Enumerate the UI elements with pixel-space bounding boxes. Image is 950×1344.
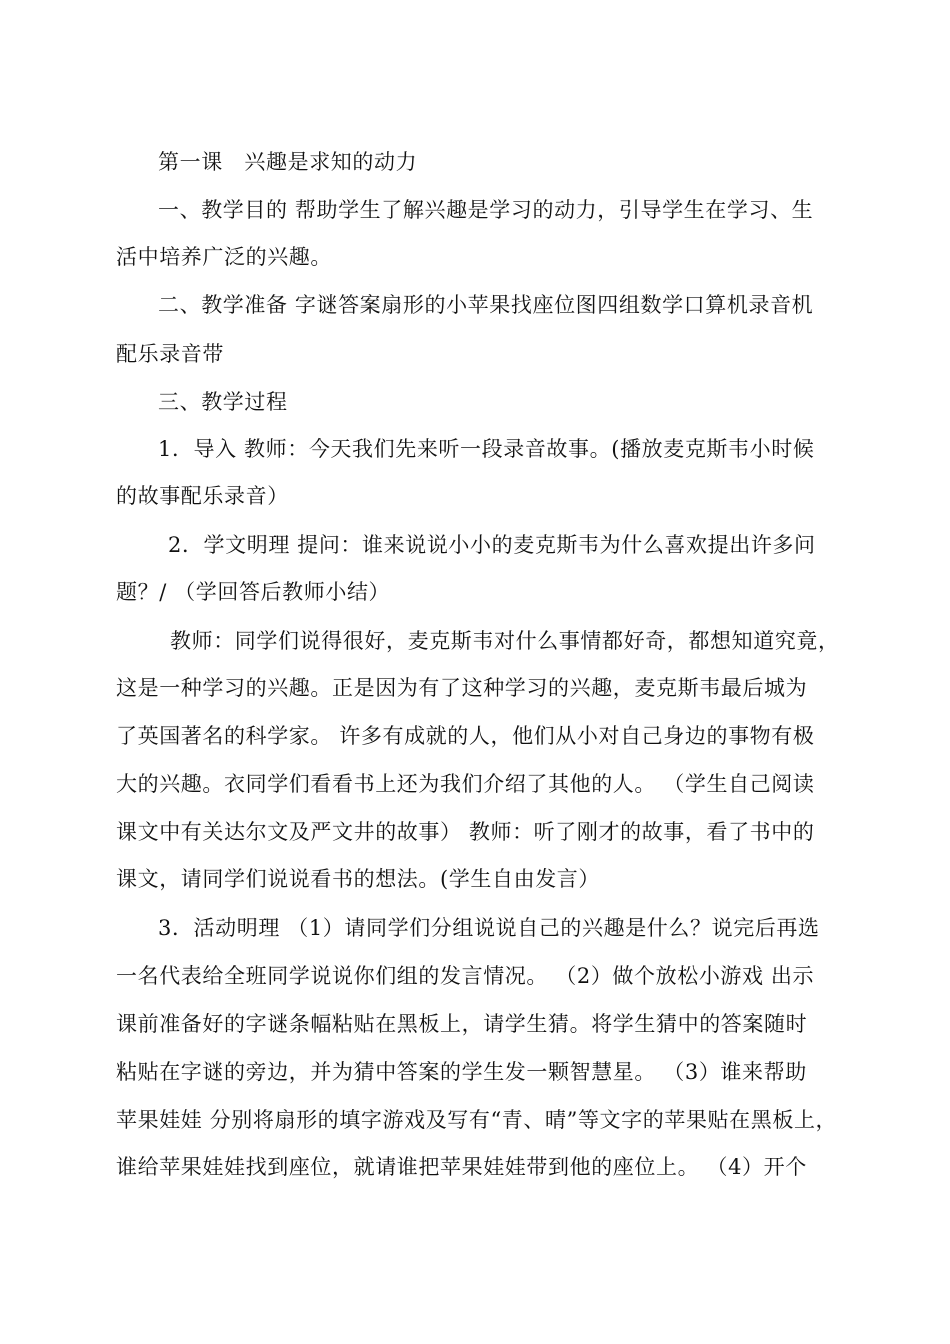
paragraph-line: 的故事配乐录音） — [116, 484, 289, 508]
paragraph-line: 这是一种学习的兴趣。正是因为有了这种学习的兴趣，麦克斯韦最后城为 — [116, 676, 808, 700]
section-heading: 三、教学过程 — [158, 390, 288, 414]
paragraph-line: 谁给苹果娃娃找到座位，就请谁把苹果娃娃带到他的座位上。 （4）开个 — [116, 1155, 807, 1179]
lesson-title: 第一课 兴趣是求知的动力 — [158, 150, 418, 174]
paragraph-line: 二、教学准备 字谜答案扇形的小苹果找座位图四组数学口算机录音机 — [158, 293, 814, 317]
paragraph-line: 了英国著名的科学家。 许多有成就的人，他们从小对自己身边的事物有极 — [116, 724, 815, 748]
paragraph-line: 大的兴趣。衣同学们看看书上还为我们介绍了其他的人。 （学生自己阅读 — [116, 772, 815, 796]
paragraph-line: 课文，请同学们说说看书的想法。(学生自由发言） — [116, 867, 600, 891]
paragraph-line: 2．学文明理 提问：谁来说说小小的麦克斯韦为什么喜欢提出许多问 — [168, 533, 816, 557]
paragraph-line: 1．导入 教师：今天我们先来听一段录音故事。(播放麦克斯韦小时候 — [158, 437, 815, 461]
paragraph-line: 题？/ （学回答后教师小结） — [116, 580, 391, 604]
paragraph-line: 一、教学目的 帮助学生了解兴趣是学习的动力，引导学生在学习、生 — [158, 198, 814, 222]
paragraph-line: 课文中有关达尔文及严文井的故事） 教师：听了刚才的故事，看了书中的 — [116, 820, 815, 844]
paragraph-line: 课前准备好的字谜条幅粘贴在黑板上，请学生猜。将学生猜中的答案随时 — [116, 1012, 808, 1036]
paragraph-line: 粘贴在字谜的旁边，并为猜中答案的学生发一颗智慧星。 （3）谁来帮助 — [116, 1060, 807, 1084]
paragraph-line: 配乐录音带 — [116, 342, 224, 366]
paragraph-line: 苹果娃娃 分别将扇形的填字游戏及写有“青、晴”等文字的苹果贴在黑板上， — [116, 1108, 838, 1132]
paragraph-line: 3．活动明理 （1）请同学们分组说说自己的兴趣是什么？说完后再选 — [158, 916, 820, 940]
paragraph-line: 教师：同学们说得很好，麦克斯韦对什么事情都好奇，都想知道究竟， — [170, 629, 840, 653]
paragraph-line: 一名代表给全班同学说说你们组的发言情况。 （2）做个放松小游戏 出示 — [116, 964, 815, 988]
paragraph-line: 活中培养广泛的兴趣。 — [116, 245, 332, 269]
